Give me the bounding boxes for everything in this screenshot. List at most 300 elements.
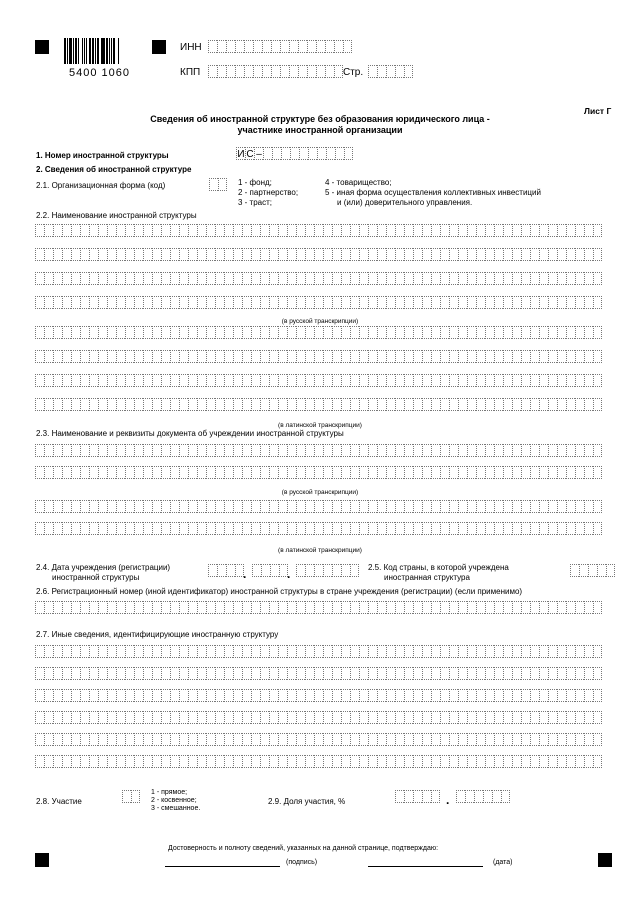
input-cell[interactable] [501, 790, 510, 803]
input-cell[interactable] [161, 272, 170, 285]
input-cell[interactable] [98, 272, 107, 285]
input-cell[interactable] [386, 272, 395, 285]
input-cell[interactable] [215, 272, 224, 285]
input-cell[interactable] [188, 522, 197, 535]
input-cell[interactable] [224, 272, 233, 285]
input-cell[interactable] [116, 296, 125, 309]
input-cell[interactable] [584, 500, 593, 513]
input-cell[interactable] [305, 500, 314, 513]
input-cell[interactable] [269, 272, 278, 285]
input-cell[interactable] [305, 248, 314, 261]
input-cell[interactable] [188, 733, 197, 746]
input-cell[interactable] [35, 224, 44, 237]
input-cell[interactable] [566, 224, 575, 237]
input-cell[interactable] [593, 296, 602, 309]
input-cell[interactable] [584, 711, 593, 724]
input-cell[interactable] [278, 601, 287, 614]
input-cell[interactable] [314, 522, 323, 535]
input-cell[interactable] [512, 667, 521, 680]
input-cell[interactable] [440, 755, 449, 768]
input-cell[interactable] [224, 350, 233, 363]
input-cell[interactable] [503, 689, 512, 702]
input-cell[interactable] [314, 248, 323, 261]
input-cell[interactable] [233, 733, 242, 746]
input-cell[interactable] [305, 755, 314, 768]
input-cell[interactable] [566, 711, 575, 724]
input-cell[interactable] [71, 466, 80, 479]
input-cell[interactable] [395, 522, 404, 535]
input-cell[interactable] [465, 790, 474, 803]
input-cell[interactable] [404, 711, 413, 724]
input-cell[interactable] [251, 350, 260, 363]
input-cell[interactable] [71, 601, 80, 614]
input-cell[interactable] [476, 645, 485, 658]
input-cell[interactable] [226, 564, 235, 577]
input-cell[interactable] [476, 689, 485, 702]
input-cell[interactable] [179, 733, 188, 746]
input-cell[interactable] [386, 466, 395, 479]
input-cell[interactable] [386, 645, 395, 658]
input-cell[interactable] [89, 500, 98, 513]
input-cell[interactable] [314, 374, 323, 387]
input-cell[interactable] [341, 350, 350, 363]
input-cell[interactable] [359, 444, 368, 457]
input-cell[interactable] [332, 248, 341, 261]
input-cell[interactable] [440, 248, 449, 261]
input-cell[interactable] [530, 466, 539, 479]
input-cell[interactable] [35, 296, 44, 309]
input-cell[interactable] [323, 500, 332, 513]
input-cell[interactable] [179, 224, 188, 237]
input-cell[interactable] [278, 398, 287, 411]
input-cell[interactable] [170, 733, 179, 746]
input-cell[interactable] [161, 224, 170, 237]
input-cell[interactable] [476, 466, 485, 479]
input-cell[interactable] [314, 667, 323, 680]
input-cell[interactable] [323, 398, 332, 411]
input-cell[interactable] [251, 444, 260, 457]
input-cell[interactable] [341, 522, 350, 535]
input-cell[interactable] [305, 326, 314, 339]
input-cell[interactable] [143, 733, 152, 746]
input-cell[interactable] [80, 224, 89, 237]
input-cell[interactable] [476, 667, 485, 680]
input-cell[interactable] [570, 564, 579, 577]
input-cell[interactable] [575, 601, 584, 614]
input-cell[interactable] [179, 272, 188, 285]
input-cell[interactable] [530, 645, 539, 658]
input-cell[interactable] [233, 667, 242, 680]
org-form-code-field[interactable] [209, 178, 227, 191]
input-cell[interactable] [116, 522, 125, 535]
input-cell[interactable] [116, 500, 125, 513]
input-cell[interactable] [143, 645, 152, 658]
input-cell[interactable] [521, 398, 530, 411]
input-cell[interactable] [251, 248, 260, 261]
input-cell[interactable] [584, 272, 593, 285]
input-cell[interactable] [422, 374, 431, 387]
input-cell[interactable] [368, 272, 377, 285]
input-cell[interactable] [197, 398, 206, 411]
input-cell[interactable] [125, 374, 134, 387]
input-cell[interactable] [503, 350, 512, 363]
input-cell[interactable] [152, 601, 161, 614]
input-cell[interactable] [233, 755, 242, 768]
input-cell[interactable] [253, 40, 262, 53]
grid-row[interactable] [35, 733, 602, 746]
input-cell[interactable] [503, 733, 512, 746]
input-cell[interactable] [296, 272, 305, 285]
grid-row[interactable] [35, 500, 602, 513]
input-cell[interactable] [557, 374, 566, 387]
input-cell[interactable] [575, 296, 584, 309]
input-cell[interactable] [62, 224, 71, 237]
input-cell[interactable] [280, 40, 289, 53]
input-cell[interactable] [350, 601, 359, 614]
input-cell[interactable] [449, 601, 458, 614]
input-cell[interactable] [584, 466, 593, 479]
input-cell[interactable] [89, 248, 98, 261]
input-cell[interactable] [260, 601, 269, 614]
input-cell[interactable] [395, 733, 404, 746]
input-cell[interactable] [317, 147, 326, 160]
input-cell[interactable] [557, 500, 566, 513]
input-cell[interactable] [377, 350, 386, 363]
input-cell[interactable] [458, 601, 467, 614]
input-cell[interactable] [226, 65, 235, 78]
input-cell[interactable] [44, 248, 53, 261]
input-cell[interactable] [89, 326, 98, 339]
input-cell[interactable] [422, 755, 431, 768]
input-cell[interactable] [566, 689, 575, 702]
input-cell[interactable] [152, 645, 161, 658]
input-cell[interactable] [467, 522, 476, 535]
input-cell[interactable] [485, 374, 494, 387]
input-cell[interactable] [287, 350, 296, 363]
input-cell[interactable] [422, 689, 431, 702]
input-cell[interactable] [476, 224, 485, 237]
input-cell[interactable] [242, 350, 251, 363]
input-cell[interactable] [575, 444, 584, 457]
input-cell[interactable] [35, 733, 44, 746]
input-cell[interactable] [44, 398, 53, 411]
input-cell[interactable] [521, 374, 530, 387]
input-cell[interactable] [98, 689, 107, 702]
input-cell[interactable] [548, 272, 557, 285]
input-cell[interactable] [71, 444, 80, 457]
input-cell[interactable] [548, 500, 557, 513]
input-cell[interactable] [280, 65, 289, 78]
input-cell[interactable] [332, 689, 341, 702]
input-cell[interactable] [485, 522, 494, 535]
input-cell[interactable] [557, 522, 566, 535]
input-cell[interactable] [494, 500, 503, 513]
input-cell[interactable] [125, 755, 134, 768]
input-cell[interactable] [575, 272, 584, 285]
input-cell[interactable] [413, 224, 422, 237]
input-cell[interactable] [521, 689, 530, 702]
input-cell[interactable] [422, 350, 431, 363]
input-cell[interactable] [161, 645, 170, 658]
input-cell[interactable] [62, 466, 71, 479]
input-cell[interactable] [584, 326, 593, 339]
input-cell[interactable] [215, 224, 224, 237]
grid-row[interactable] [35, 667, 602, 680]
input-cell[interactable] [377, 500, 386, 513]
input-cell[interactable] [566, 466, 575, 479]
input-cell[interactable] [242, 272, 251, 285]
input-cell[interactable] [98, 733, 107, 746]
input-cell[interactable] [431, 790, 440, 803]
input-cell[interactable] [206, 601, 215, 614]
input-cell[interactable] [224, 224, 233, 237]
input-cell[interactable] [107, 667, 116, 680]
input-cell[interactable] [458, 689, 467, 702]
input-cell[interactable] [350, 500, 359, 513]
input-cell[interactable] [467, 755, 476, 768]
input-cell[interactable] [206, 500, 215, 513]
input-cell[interactable] [224, 296, 233, 309]
input-cell[interactable] [278, 500, 287, 513]
input-cell[interactable] [503, 500, 512, 513]
input-cell[interactable] [566, 296, 575, 309]
input-cell[interactable] [125, 733, 134, 746]
input-cell[interactable] [350, 645, 359, 658]
input-cell[interactable] [494, 689, 503, 702]
input-cell[interactable] [512, 224, 521, 237]
input-cell[interactable] [71, 224, 80, 237]
input-cell[interactable] [314, 601, 323, 614]
input-cell[interactable] [98, 522, 107, 535]
input-cell[interactable] [575, 248, 584, 261]
input-cell[interactable] [332, 645, 341, 658]
founding-date-day-field[interactable] [208, 564, 247, 581]
input-cell[interactable] [116, 248, 125, 261]
input-cell[interactable] [305, 350, 314, 363]
input-cell[interactable] [107, 689, 116, 702]
input-cell[interactable] [170, 398, 179, 411]
input-cell[interactable] [314, 398, 323, 411]
input-cell[interactable] [215, 398, 224, 411]
input-cell[interactable] [53, 444, 62, 457]
input-cell[interactable] [53, 500, 62, 513]
input-cell[interactable] [305, 272, 314, 285]
input-cell[interactable] [296, 500, 305, 513]
input-cell[interactable] [53, 711, 62, 724]
input-cell[interactable] [278, 522, 287, 535]
input-cell[interactable] [521, 601, 530, 614]
input-cell[interactable] [170, 224, 179, 237]
input-cell[interactable] [584, 733, 593, 746]
input-cell[interactable] [377, 224, 386, 237]
input-cell[interactable] [125, 444, 134, 457]
input-cell[interactable] [278, 711, 287, 724]
input-cell[interactable] [62, 689, 71, 702]
input-cell[interactable] [368, 522, 377, 535]
input-cell[interactable] [350, 522, 359, 535]
input-cell[interactable] [251, 645, 260, 658]
input-cell[interactable] [539, 444, 548, 457]
input-cell[interactable] [116, 350, 125, 363]
input-cell[interactable] [188, 398, 197, 411]
input-cell[interactable] [53, 601, 62, 614]
input-cell[interactable] [557, 350, 566, 363]
input-cell[interactable] [368, 326, 377, 339]
input-cell[interactable] [244, 40, 253, 53]
input-cell[interactable] [44, 733, 53, 746]
input-cell[interactable] [260, 398, 269, 411]
input-cell[interactable] [512, 689, 521, 702]
input-cell[interactable] [125, 296, 134, 309]
input-cell[interactable] [143, 350, 152, 363]
input-cell[interactable] [606, 564, 615, 577]
input-cell[interactable] [395, 350, 404, 363]
input-cell[interactable] [341, 466, 350, 479]
input-cell[interactable] [53, 733, 62, 746]
input-cell[interactable] [485, 711, 494, 724]
input-cell[interactable] [89, 374, 98, 387]
input-cell[interactable] [107, 326, 116, 339]
input-cell[interactable] [512, 733, 521, 746]
input-cell[interactable] [215, 755, 224, 768]
input-cell[interactable] [98, 326, 107, 339]
input-cell[interactable] [116, 733, 125, 746]
input-cell[interactable] [350, 466, 359, 479]
input-cell[interactable] [269, 248, 278, 261]
input-cell[interactable] [161, 326, 170, 339]
input-cell[interactable] [458, 522, 467, 535]
input-cell[interactable] [197, 272, 206, 285]
input-cell[interactable] [44, 755, 53, 768]
input-cell[interactable] [224, 601, 233, 614]
input-cell[interactable] [263, 147, 272, 160]
input-cell[interactable] [307, 40, 316, 53]
input-cell[interactable] [260, 645, 269, 658]
input-cell[interactable] [530, 667, 539, 680]
input-cell[interactable] [179, 667, 188, 680]
input-cell[interactable] [593, 444, 602, 457]
input-cell[interactable] [344, 147, 353, 160]
input-cell[interactable] [314, 733, 323, 746]
input-cell[interactable] [413, 645, 422, 658]
input-cell[interactable] [197, 645, 206, 658]
input-cell[interactable] [593, 374, 602, 387]
input-cell[interactable] [584, 374, 593, 387]
input-cell[interactable] [71, 326, 80, 339]
input-cell[interactable] [449, 522, 458, 535]
input-cell[interactable] [332, 444, 341, 457]
input-cell[interactable] [539, 689, 548, 702]
input-cell[interactable] [80, 755, 89, 768]
input-cell[interactable] [512, 601, 521, 614]
input-cell[interactable] [298, 40, 307, 53]
input-cell[interactable] [143, 667, 152, 680]
input-cell[interactable] [152, 398, 161, 411]
input-cell[interactable] [278, 645, 287, 658]
input-cell[interactable] [467, 601, 476, 614]
input-cell[interactable] [179, 444, 188, 457]
input-cell[interactable] [566, 272, 575, 285]
input-cell[interactable] [188, 444, 197, 457]
input-cell[interactable] [35, 601, 44, 614]
input-cell[interactable] [332, 522, 341, 535]
input-cell[interactable] [260, 755, 269, 768]
input-cell[interactable] [575, 522, 584, 535]
input-cell[interactable] [53, 224, 62, 237]
input-cell[interactable] [368, 398, 377, 411]
input-cell[interactable] [341, 398, 350, 411]
input-cell[interactable] [476, 248, 485, 261]
input-cell[interactable] [422, 296, 431, 309]
input-cell[interactable] [395, 466, 404, 479]
signature-line[interactable] [165, 866, 280, 867]
input-cell[interactable] [152, 755, 161, 768]
input-cell[interactable] [431, 272, 440, 285]
input-cell[interactable] [422, 224, 431, 237]
input-cell[interactable] [224, 444, 233, 457]
input-cell[interactable] [485, 755, 494, 768]
input-cell[interactable] [323, 248, 332, 261]
input-cell[interactable] [512, 645, 521, 658]
grid-row[interactable] [35, 398, 602, 411]
input-cell[interactable] [188, 689, 197, 702]
input-cell[interactable] [530, 248, 539, 261]
input-cell[interactable] [494, 645, 503, 658]
input-cell[interactable] [260, 667, 269, 680]
input-cell[interactable] [170, 466, 179, 479]
input-cell[interactable] [251, 398, 260, 411]
input-cell[interactable] [431, 711, 440, 724]
input-cell[interactable] [512, 296, 521, 309]
input-cell[interactable] [350, 398, 359, 411]
input-cell[interactable] [557, 326, 566, 339]
input-cell[interactable] [440, 444, 449, 457]
input-cell[interactable] [233, 500, 242, 513]
input-cell[interactable] [89, 601, 98, 614]
input-cell[interactable] [80, 711, 89, 724]
input-cell[interactable] [134, 398, 143, 411]
input-cell[interactable] [503, 601, 512, 614]
input-cell[interactable] [341, 326, 350, 339]
input-cell[interactable] [179, 755, 188, 768]
input-cell[interactable] [305, 711, 314, 724]
input-cell[interactable] [386, 733, 395, 746]
input-cell[interactable] [476, 733, 485, 746]
input-cell[interactable] [395, 272, 404, 285]
input-cell[interactable] [597, 564, 606, 577]
input-cell[interactable] [323, 350, 332, 363]
input-cell[interactable] [188, 326, 197, 339]
input-cell[interactable] [314, 466, 323, 479]
input-cell[interactable] [314, 272, 323, 285]
input-cell[interactable] [252, 564, 261, 577]
input-cell[interactable] [476, 522, 485, 535]
input-cell[interactable] [314, 350, 323, 363]
input-cell[interactable] [404, 296, 413, 309]
input-cell[interactable] [125, 350, 134, 363]
input-cell[interactable] [62, 326, 71, 339]
input-cell[interactable] [170, 444, 179, 457]
input-cell[interactable] [278, 296, 287, 309]
input-cell[interactable] [44, 522, 53, 535]
input-cell[interactable] [503, 711, 512, 724]
input-cell[interactable] [485, 296, 494, 309]
input-cell[interactable] [308, 147, 317, 160]
input-cell[interactable] [53, 272, 62, 285]
input-cell[interactable] [548, 398, 557, 411]
input-cell[interactable] [422, 466, 431, 479]
input-cell[interactable] [422, 500, 431, 513]
